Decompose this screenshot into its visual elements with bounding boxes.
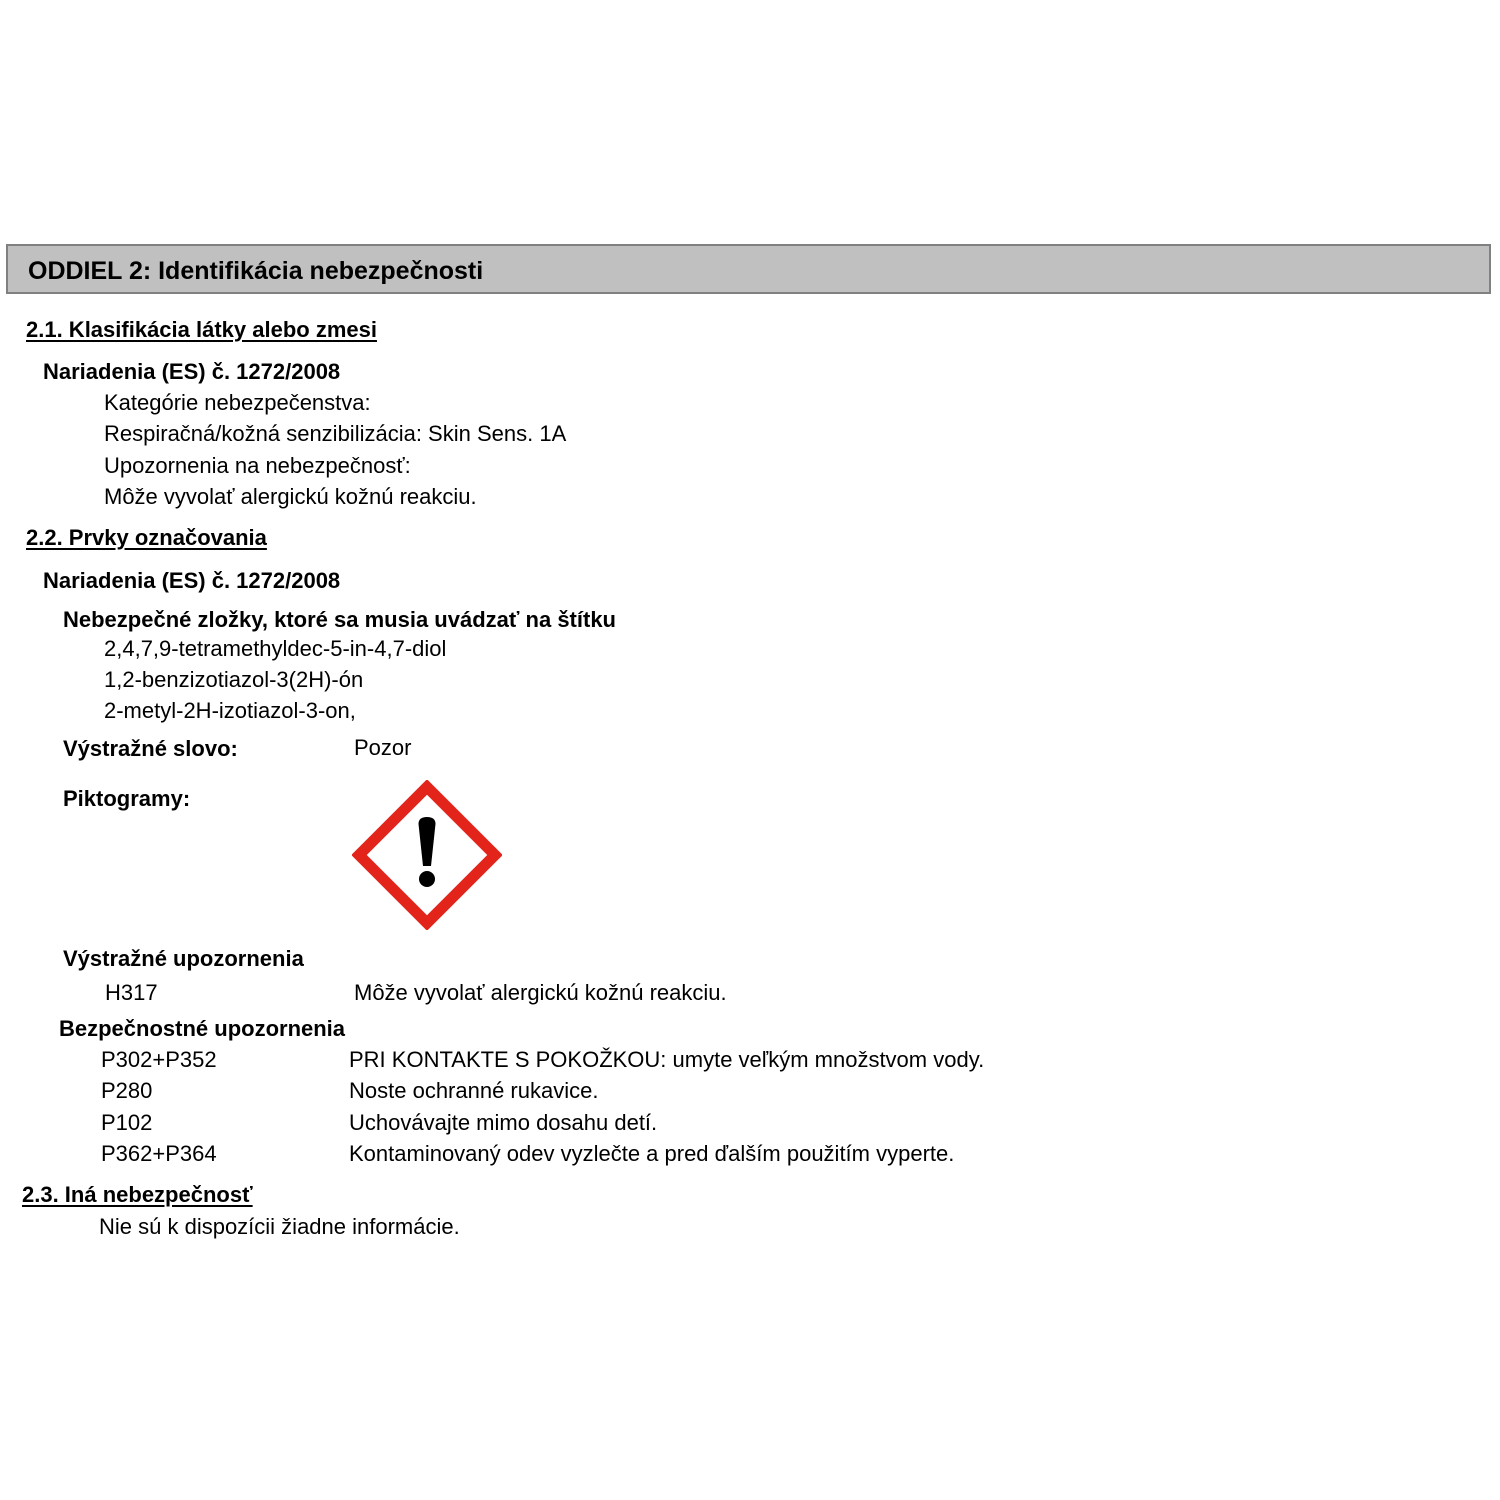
hazard-category-label: Kategórie nebezpečenstva: [104, 390, 371, 415]
hazard-statements-label: Výstražné upozornenia [63, 946, 304, 971]
precaution-text: Kontaminovaný odev vyzlečte a pred ďalším použitím vyperte. [349, 1141, 955, 1166]
precaution-text: Noste ochranné rukavice. [349, 1078, 599, 1103]
hazard-code: H317 [105, 980, 158, 1005]
section-title: ODDIEL 2: Identifikácia nebezpečnosti [28, 257, 484, 285]
hazard-text: Môže vyvolať alergickú kožnú reakciu. [354, 980, 727, 1005]
precaution-code: P102 [101, 1110, 153, 1135]
hazard-warning-label: Upozornenia na nebezpečnosť: [104, 453, 411, 478]
precaution-text: Uchovávajte mimo dosahu detí. [349, 1110, 658, 1135]
regulation-label-2-1: Nariadenia (ES) č. 1272/2008 [43, 359, 341, 384]
component-item: 2,4,7,9-tetramethyldec-5-in-4,7-diol [104, 636, 447, 661]
precaution-code: P280 [101, 1078, 153, 1103]
ghs07-exclamation-icon [352, 780, 502, 930]
other-hazards-text: Nie sú k dispozícii žiadne informácie. [99, 1214, 460, 1239]
signal-word-label: Výstražné slovo: [63, 736, 238, 761]
components-label: Nebezpečné zložky, ktoré sa musia uvádzať na štítku [63, 607, 616, 632]
precaution-text: PRI KONTAKTE S POKOŽKOU: umyte veľkým množstvom vody. [349, 1047, 985, 1072]
precautionary-statements-label: Bezpečnostné upozornenia [59, 1016, 346, 1041]
hazard-warning-value: Môže vyvolať alergickú kožnú reakciu. [104, 484, 477, 509]
component-item: 2-metyl-2H-izotiazol-3-on, [104, 698, 356, 723]
heading-2-1: 2.1. Klasifikácia látky alebo zmesi [26, 317, 377, 342]
hazard-category-value: Respiračná/kožná senzibilizácia: Skin Sens. 1A [104, 421, 567, 446]
heading-2-2: 2.2. Prvky označovania [26, 525, 267, 550]
exclamation-dot [419, 871, 435, 887]
pictograms-label: Piktogramy: [63, 786, 191, 811]
regulation-label-2-2: Nariadenia (ES) č. 1272/2008 [43, 568, 341, 593]
section-banner [6, 244, 1491, 294]
precaution-code: P302+P352 [101, 1047, 217, 1072]
precaution-code: P362+P364 [101, 1141, 217, 1166]
component-item: 1,2-benzizotiazol-3(2H)-ón [104, 667, 364, 692]
signal-word-value: Pozor [354, 735, 412, 760]
heading-2-3: 2.3. Iná nebezpečnosť [22, 1182, 253, 1207]
